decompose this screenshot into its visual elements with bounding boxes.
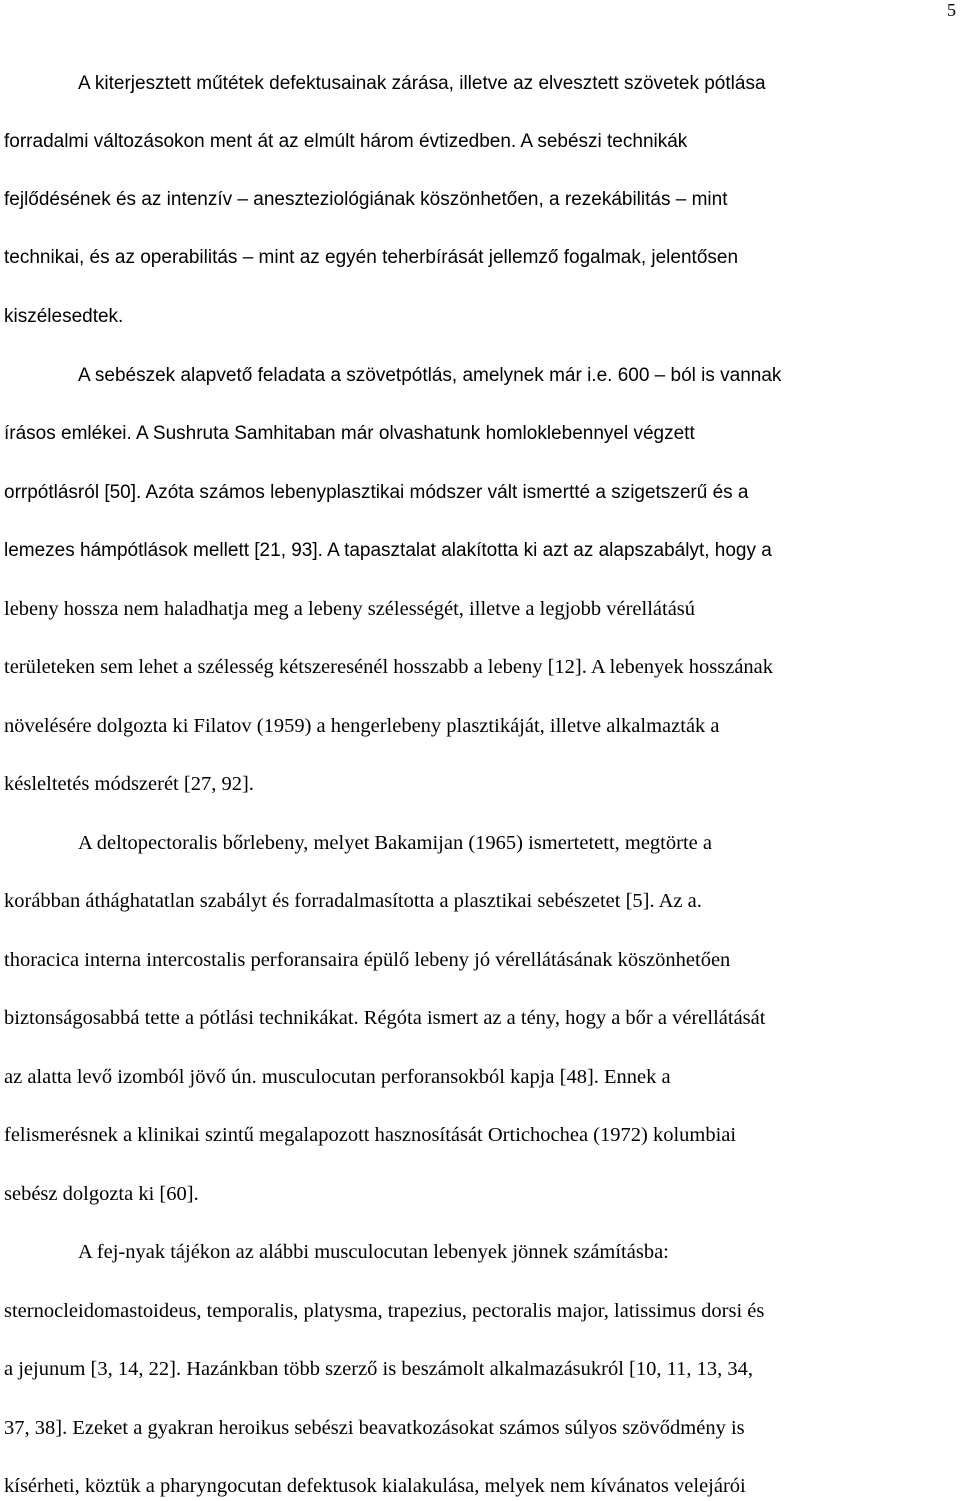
paragraph-3-line-5: az alatta levő izomból jövő ún. musculocutan perforansokból kapja [48]. Ennek a: [4, 1066, 671, 1088]
paragraph-4-line-4: 37, 38]. Ezeket a gyakran heroikus sebészi beavatkozásokat számos súlyos szövődmény is: [4, 1417, 745, 1439]
paragraph-3-line-1: A deltopectoralis bőrlebeny, melyet Bakamijan (1965) ismertetett, megtörte a: [78, 832, 712, 854]
paragraph-2-line-5: lebeny hossza nem haladhatja meg a lebeny szélességét, illetve a legjobb vérellátású: [4, 598, 696, 620]
paragraph-2-line-6: területeken sem lehet a szélesség kétszeresénél hosszabb a lebeny [12]. A lebenyek hosszának: [4, 656, 774, 678]
paragraph-2-line-7: növelésére dolgozta ki Filatov (1959) a hengerlebeny plasztikáját, illetve alkalmazták a: [4, 715, 720, 737]
paragraph-3-line-2: korábban áthághatatlan szabályt és forradalmasította a plasztikai sebészetet [5]. Az a.: [4, 890, 702, 912]
paragraph-4-line-1: A fej-nyak tájékon az alábbi musculocutan lebenyek jönnek számításba:: [78, 1241, 669, 1263]
paragraph-3-line-4: biztonságosabbá tette a pótlási technikákat. Régóta ismert az a tény, hogy a bőr a vérellátását: [4, 1007, 766, 1029]
paragraph-4-line-2: sternocleidomastoideus, temporalis, platysma, trapezius, pectoralis major, latissimus dorsi és: [4, 1300, 765, 1322]
paragraph-1-line-3: fejlődésének és az intenzív – aneszteziológiának köszönhetően, a rezekábilitás – mint: [4, 189, 728, 210]
paragraph-1-line-5: kiszélesedtek.: [4, 306, 124, 327]
paragraph-1-line-4: technikai, és az operabilitás – mint az egyén teherbírását jellemző fogalmak, jelentősen: [4, 247, 739, 268]
paragraph-3-line-7: sebész dolgozta ki [60].: [4, 1183, 199, 1205]
paragraph-2-line-8: késleltetés módszerét [27, 92].: [4, 773, 254, 795]
paragraph-2-line-3: orrpótlásról [50]. Azóta számos lebenyplasztikai módszer vált ismertté a szigetszerű és a: [4, 482, 749, 503]
paragraph-2-line-2: írásos emlékei. A Sushruta Samhitaban már olvashatunk homloklebennyel végzett: [4, 423, 695, 444]
paragraph-4-line-3: a jejunum [3, 14, 22]. Hazánkban több szerző is beszámolt alkalmazásukról [10, 11, 13, 34,: [4, 1358, 753, 1380]
paragraph-1-line-1: A kiterjesztett műtétek defektusainak zárása, illetve az elvesztett szövetek pótlása: [78, 73, 766, 94]
paragraph-3-line-6: felismerésnek a klinikai szintű megalapozott hasznosítását Ortichochea (1972) kolumbiai: [4, 1124, 737, 1146]
paragraph-1-line-2: forradalmi változásokon ment át az elmúlt három évtizedben. A sebészi technikák: [4, 131, 688, 152]
paragraph-2-line-1: A sebészek alapvető feladata a szövetpótlás, amelynek már i.e. 600 – ból is vannak: [78, 365, 782, 386]
page-number: 5: [947, 0, 956, 20]
paragraph-3-line-3: thoracica interna intercostalis perforansaira épülő lebeny jó vérellátásának köszönhetően: [4, 949, 731, 971]
paragraph-4-line-5: kísérheti, köztük a pharyngocutan defektusok kialakulása, melyek nem kívánatos velejárói: [4, 1475, 746, 1497]
paragraph-2-line-4: lemezes hámpótlások mellett [21, 93]. A tapasztalat alakította ki azt az alapszabályt, hogy a: [4, 540, 772, 561]
